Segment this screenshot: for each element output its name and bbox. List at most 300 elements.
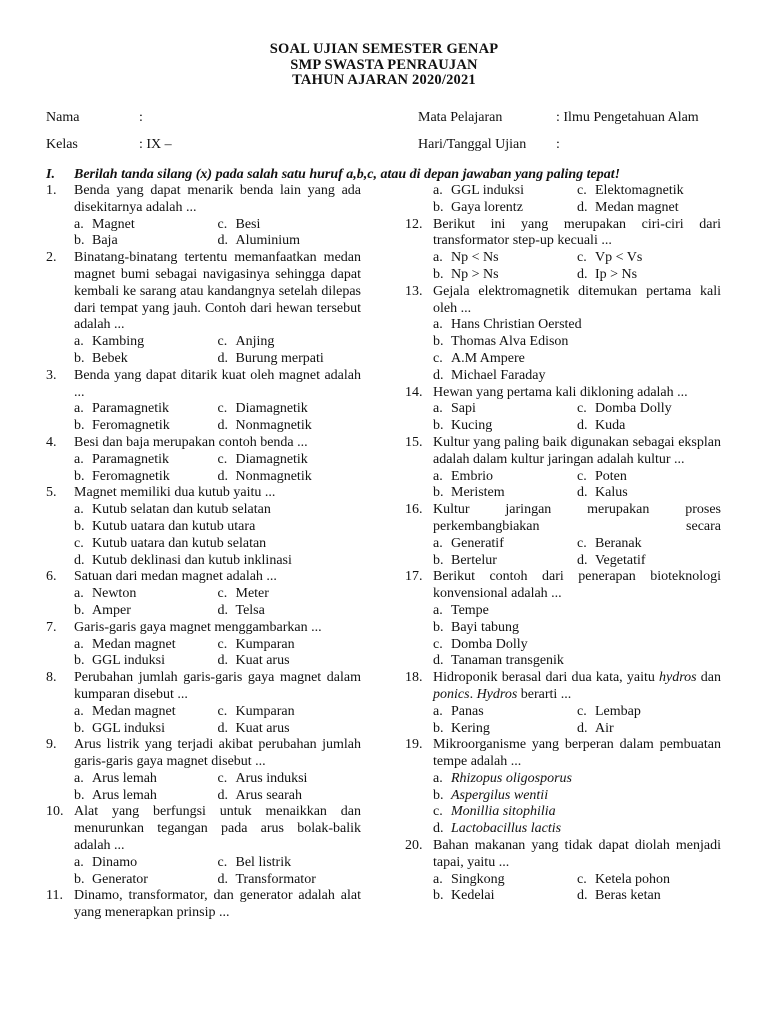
answer-option [433, 637, 721, 654]
option-text: Kuat arus [235, 653, 290, 669]
answer-option [433, 368, 721, 385]
option-letter: d. [74, 552, 85, 568]
option-text: Telsa [235, 602, 265, 618]
option-text: Michael Faraday [451, 367, 546, 383]
answer-option [433, 721, 577, 738]
option-letter: a. [74, 586, 84, 602]
option-letter: c. [217, 770, 228, 786]
question-number: 13. [405, 283, 423, 299]
answer-option [433, 401, 577, 418]
question-item [46, 569, 361, 586]
option-letter: d. [433, 653, 444, 669]
answer-option [218, 771, 362, 788]
question-text: Arus listrik yang terjadi akibat perubahan jumlah garis-garis gaya magnet disebut ... [74, 737, 361, 770]
kelas-value: : IX – [139, 137, 172, 152]
answer-options [46, 217, 361, 251]
option-text: Kutub uatara dan kutub utara [92, 518, 256, 534]
option-text: GGL induksi [92, 653, 165, 669]
option-text: Monillia sitophilia [451, 804, 556, 820]
answer-option [218, 217, 362, 234]
question-number: 10. [46, 804, 64, 820]
option-text: Medan magnet [595, 199, 679, 215]
answer-options [405, 250, 721, 284]
question-number: 18. [405, 670, 423, 686]
option-letter: b. [74, 468, 85, 484]
option-letter: a. [74, 502, 84, 518]
option-letter: a. [433, 317, 443, 333]
question-number: 20. [405, 838, 423, 854]
option-letter: b. [74, 787, 85, 803]
option-letter: c. [217, 854, 228, 870]
option-text: Kambing [92, 334, 145, 350]
option-text: Bebek [92, 350, 128, 366]
option-text: Burung merpati [235, 350, 324, 366]
option-letter: d. [217, 468, 228, 484]
question-number: 6. [46, 569, 57, 585]
question-item [405, 737, 721, 771]
option-letter: c. [217, 334, 228, 350]
question-item [46, 183, 361, 217]
option-text: Domba Dolly [595, 401, 672, 417]
option-text: Air [595, 720, 614, 736]
option-text: Nonmagnetik [235, 468, 312, 484]
option-letter: a. [433, 250, 443, 266]
answer-option [433, 771, 721, 788]
question-text: Binatang-binatang tertentu memanfaatkan medan magnet bumi sebagai navigasinya sehingga dapat kembali ke sarang atau kandangnya setelah dilepas dari tempat yang jauh. Contoh dari hewan tersebut adalah ... [74, 250, 361, 333]
question-text: Bahan makanan yang tidak dapat diolah menjadi tapai, yaitu ... [433, 838, 721, 870]
option-letter: c. [577, 703, 587, 719]
answer-option [433, 351, 721, 368]
answer-option [218, 704, 362, 721]
question-item [405, 670, 721, 704]
answer-option [433, 603, 721, 620]
answer-option [433, 317, 721, 334]
question-text: Berikut ini yang merupakan ciri-ciri dari transformator step-up kecuali ... [433, 216, 721, 249]
answer-option [218, 351, 362, 368]
answer-option [74, 519, 361, 536]
option-text: Bertelur [451, 552, 497, 568]
option-letter: a. [433, 401, 443, 417]
answer-option [433, 653, 721, 670]
option-letter: d. [577, 418, 588, 434]
option-letter: d. [577, 266, 588, 282]
option-text: Kucing [451, 418, 493, 434]
option-letter: b. [433, 888, 444, 904]
question-item [46, 670, 361, 704]
option-letter: c. [577, 401, 587, 417]
option-letter: b. [74, 518, 85, 534]
answer-options [405, 771, 721, 838]
question-item [405, 838, 721, 872]
option-text: Lembap [595, 703, 641, 719]
answer-option [74, 704, 218, 721]
section-number: I. [46, 167, 55, 182]
answer-option [218, 418, 362, 435]
answer-options [405, 469, 721, 503]
option-text: Medan magnet [92, 636, 176, 652]
option-letter: a. [433, 871, 443, 887]
question-number: 16. [405, 502, 423, 518]
answer-options [46, 401, 361, 435]
option-letter: d. [577, 552, 588, 568]
option-text: Kering [451, 720, 490, 736]
option-letter: c. [577, 250, 587, 266]
option-letter: c. [217, 636, 228, 652]
answer-option [433, 200, 577, 217]
option-letter: d. [217, 233, 228, 249]
answer-option [74, 637, 218, 654]
option-letter: b. [74, 233, 85, 249]
option-letter: a. [433, 703, 443, 719]
question-text: Perubahan jumlah garis-garis gaya magnet dalam kumparan disebut ... [74, 670, 361, 702]
option-text: Kutub deklinasi dan kutub inklinasi [92, 552, 292, 568]
answer-option [74, 418, 218, 435]
question-number: 5. [46, 485, 57, 501]
question-item [46, 888, 361, 922]
option-letter: c. [433, 350, 443, 366]
question-number: 15. [405, 434, 423, 450]
questions-left-column [46, 183, 361, 922]
option-text: Diamagnetik [235, 451, 308, 467]
option-letter: c. [217, 451, 228, 467]
option-text: Kalus [595, 485, 628, 501]
answer-option [218, 855, 362, 872]
option-letter: b. [433, 619, 444, 635]
answer-option [577, 267, 721, 284]
option-letter: d. [433, 821, 444, 837]
option-text: Feromagnetik [92, 418, 170, 434]
answer-option [577, 485, 721, 502]
option-letter: b. [74, 871, 85, 887]
option-text: Ip > Ns [595, 266, 638, 282]
option-text: Vegetatif [595, 552, 646, 568]
option-text: Arus lemah [92, 787, 157, 803]
option-text: A.M Ampere [451, 350, 525, 366]
answer-option [577, 200, 721, 217]
answer-option [218, 334, 362, 351]
answer-option [433, 250, 577, 267]
option-letter: d. [217, 787, 228, 803]
question-text: Dinamo, transformator, dan generator adalah alat yang menerapkan prinsip ... [74, 888, 361, 921]
question-number: 7. [46, 619, 57, 635]
answer-options [46, 334, 361, 368]
answer-option [577, 721, 721, 738]
option-text: Bel listrik [235, 854, 292, 870]
answer-option [218, 637, 362, 654]
question-item [46, 737, 361, 771]
question-number: 11. [46, 888, 63, 904]
question-text: Mikroorganisme yang berperan dalam pembuatan tempe adalah ... [433, 737, 721, 770]
answer-option [218, 586, 362, 603]
answer-option [433, 788, 721, 805]
option-text: Hans Christian Oersted [451, 317, 582, 333]
answer-option [218, 469, 362, 486]
option-text: GGL induksi [92, 720, 165, 736]
option-letter: b. [433, 418, 444, 434]
option-text: Elektomagnetik [595, 183, 684, 198]
option-text: Lactobacillus lactis [451, 821, 562, 837]
option-text: Generator [92, 871, 148, 887]
school-name: SMP SWASTA PENRAUJAN [290, 56, 478, 73]
academic-year: TAHUN AJARAN 2020/2021 [292, 72, 476, 88]
answer-option [433, 821, 721, 838]
option-text: Np < Ns [451, 250, 499, 266]
question-item [46, 435, 361, 452]
option-text: Singkong [451, 871, 505, 887]
option-text: Gaya lorentz [451, 199, 523, 215]
answer-options [46, 586, 361, 620]
question-text: Kultur jaringan merupakan proses perkembangbiakan secara [433, 502, 721, 534]
question-text: Gejala elektromagnetik ditemukan pertama kali oleh ... [433, 283, 721, 316]
answer-options [46, 855, 361, 889]
question-number: 12. [405, 216, 423, 232]
option-letter: c. [74, 535, 84, 551]
question-item [405, 217, 721, 251]
question-text: Besi dan baja merupakan contoh benda ... [74, 434, 308, 450]
answer-option [577, 183, 721, 200]
option-text: Arus lemah [92, 770, 157, 786]
question-number: 14. [405, 384, 423, 400]
option-letter: b. [74, 653, 85, 669]
question-text: Berikut contoh dari penerapan bioteknologi konvensional adalah ... [433, 569, 721, 602]
option-text: Kumparan [235, 636, 295, 652]
option-letter: d. [217, 720, 228, 736]
hari-label: Hari/Tanggal Ujian [418, 137, 527, 152]
option-text: Amper [92, 602, 131, 618]
mapel-value: : Ilmu Pengetahuan Alam [556, 110, 699, 125]
question-text: Satuan dari medan magnet adalah ... [74, 569, 277, 585]
answer-option [433, 888, 577, 905]
option-text: Ketela pohon [595, 871, 671, 887]
question-number: 8. [46, 670, 57, 686]
answer-options [405, 183, 721, 217]
answer-option [74, 771, 218, 788]
question-item [46, 804, 361, 854]
option-letter: c. [433, 636, 443, 652]
option-letter: a. [74, 703, 84, 719]
option-text: Kutub selatan dan kutub selatan [92, 502, 271, 518]
answer-options [405, 401, 721, 435]
question-number: 2. [46, 250, 57, 266]
question-number: 19. [405, 737, 423, 753]
option-letter: b. [433, 787, 444, 803]
option-letter: a. [433, 183, 443, 198]
question-number: 9. [46, 737, 57, 753]
option-letter: b. [433, 266, 444, 282]
answer-option [433, 704, 577, 721]
option-text: Diamagnetik [235, 401, 308, 417]
nama-value: : [139, 110, 143, 125]
question-item [405, 284, 721, 318]
answer-option [74, 586, 218, 603]
option-text: Nonmagnetik [235, 418, 312, 434]
option-letter: d. [577, 720, 588, 736]
answer-option [218, 452, 362, 469]
option-letter: a. [433, 770, 443, 786]
answer-option [74, 334, 218, 351]
answer-options [405, 872, 721, 906]
answer-option [218, 401, 362, 418]
answer-option [218, 721, 362, 738]
option-letter: d. [433, 367, 444, 383]
option-text: Kutub uatara dan kutub selatan [92, 535, 267, 551]
option-letter: c. [577, 468, 587, 484]
answer-option [433, 485, 577, 502]
option-letter: a. [74, 401, 84, 417]
answer-option [74, 721, 218, 738]
option-letter: c. [577, 183, 587, 198]
answer-option [433, 872, 577, 889]
answer-option [74, 233, 218, 250]
option-letter: b. [74, 720, 85, 736]
option-letter: a. [74, 334, 84, 350]
option-text: Arus induksi [235, 770, 308, 786]
answer-options [405, 704, 721, 738]
option-text: Feromagnetik [92, 468, 170, 484]
option-text: Tempe [451, 602, 489, 618]
option-text: Poten [595, 468, 627, 484]
answer-option [74, 536, 361, 553]
question-item [46, 485, 361, 502]
option-letter: d. [217, 653, 228, 669]
answer-option [218, 788, 362, 805]
answer-option [577, 888, 721, 905]
option-text: Meter [235, 586, 269, 602]
answer-option [433, 553, 577, 570]
option-text: Bayi tabung [451, 619, 520, 635]
answer-option [577, 401, 721, 418]
option-letter: d. [217, 350, 228, 366]
answer-option [577, 553, 721, 570]
option-text: Anjing [235, 334, 275, 350]
nama-label: Nama [46, 110, 80, 125]
option-text: Aspergilus wentii [451, 787, 549, 803]
option-text: Arus searah [235, 787, 302, 803]
option-letter: c. [217, 586, 228, 602]
option-letter: a. [74, 854, 84, 870]
answer-option [433, 804, 721, 821]
option-letter: d. [577, 888, 588, 904]
option-text: Np > Ns [451, 266, 499, 282]
answer-options [405, 317, 721, 384]
option-letter: b. [433, 334, 444, 350]
question-number: 1. [46, 183, 57, 198]
option-text: Medan magnet [92, 703, 176, 719]
option-letter: c. [217, 703, 228, 719]
answer-option [433, 536, 577, 553]
exam-title: SOAL UJIAN SEMESTER GENAP [269, 41, 499, 57]
answer-option [433, 620, 721, 637]
option-text: GGL induksi [451, 183, 524, 198]
option-letter: c. [577, 535, 587, 551]
answer-option [218, 653, 362, 670]
option-letter: d. [577, 199, 588, 215]
answer-option [433, 334, 721, 351]
question-item [405, 435, 721, 469]
answer-option [74, 452, 218, 469]
option-letter: b. [433, 199, 444, 215]
option-letter: d. [577, 485, 588, 501]
answer-option [74, 401, 218, 418]
option-letter: d. [217, 871, 228, 887]
option-letter: b. [433, 720, 444, 736]
answer-option [74, 788, 218, 805]
option-letter: c. [433, 804, 443, 820]
answer-options [46, 771, 361, 805]
option-text: Transformator [235, 871, 316, 887]
option-text: Beras ketan [595, 888, 661, 904]
option-text: Kumparan [235, 703, 295, 719]
question-item [46, 368, 361, 402]
answer-option [577, 704, 721, 721]
question-item [46, 250, 361, 334]
answer-option [74, 217, 218, 234]
option-text: Paramagnetik [92, 451, 169, 467]
answer-option [433, 267, 577, 284]
option-letter: d. [217, 418, 228, 434]
option-text: Kuda [595, 418, 626, 434]
answer-options [405, 536, 721, 570]
answer-option [74, 553, 361, 570]
option-text: Newton [92, 586, 137, 602]
instruction-text: Berilah tanda silang (x) pada salah satu huruf a,b,c, atau di depan jawaban yang paling tepat! [74, 167, 621, 182]
option-letter: a. [74, 216, 84, 232]
option-text: Domba Dolly [451, 636, 528, 652]
question-number: 4. [46, 434, 57, 450]
question-text: Alat yang berfungsi untuk menaikkan dan menurunkan tegangan pada arus bolak-balik adalah ... [74, 804, 361, 854]
answer-option [74, 603, 218, 620]
answer-options [46, 452, 361, 486]
answer-option [577, 469, 721, 486]
answer-option [433, 469, 577, 486]
question-item [405, 385, 721, 402]
answer-option [74, 351, 218, 368]
answer-option [218, 233, 362, 250]
option-text: Rhizopus oligosporus [451, 770, 572, 786]
question-text: Hewan yang pertama kali dikloning adalah ... [433, 384, 688, 400]
option-text: Besi [235, 216, 261, 232]
option-letter: a. [74, 451, 84, 467]
option-text: Magnet [92, 216, 135, 232]
answer-option [577, 250, 721, 267]
option-text: Paramagnetik [92, 401, 169, 417]
answer-option [433, 418, 577, 435]
answer-options [46, 704, 361, 738]
answer-option [74, 502, 361, 519]
option-text: Panas [451, 703, 484, 719]
option-letter: a. [433, 602, 443, 618]
answer-option [577, 536, 721, 553]
answer-option [74, 469, 218, 486]
question-number: 17. [405, 569, 423, 585]
option-text: Sapi [451, 401, 476, 417]
question-text: Hidroponik berasal dari dua kata, yaitu hydros dan ponics. Hydros berarti ... [433, 670, 721, 702]
option-letter: b. [74, 350, 85, 366]
option-letter: c. [217, 216, 228, 232]
answer-options [405, 603, 721, 670]
option-letter: b. [433, 552, 444, 568]
option-text: Meristem [451, 485, 505, 501]
option-letter: a. [74, 636, 84, 652]
question-item [405, 502, 721, 536]
option-letter: a. [433, 468, 443, 484]
option-text: Thomas Alva Edison [451, 334, 569, 350]
question-text: Benda yang dapat menarik benda lain yang ada disekitarnya adalah ... [74, 183, 361, 215]
option-text: Embrio [451, 468, 493, 484]
answer-option [218, 872, 362, 889]
exam-header [0, 42, 768, 89]
option-text: Aluminium [235, 233, 301, 249]
